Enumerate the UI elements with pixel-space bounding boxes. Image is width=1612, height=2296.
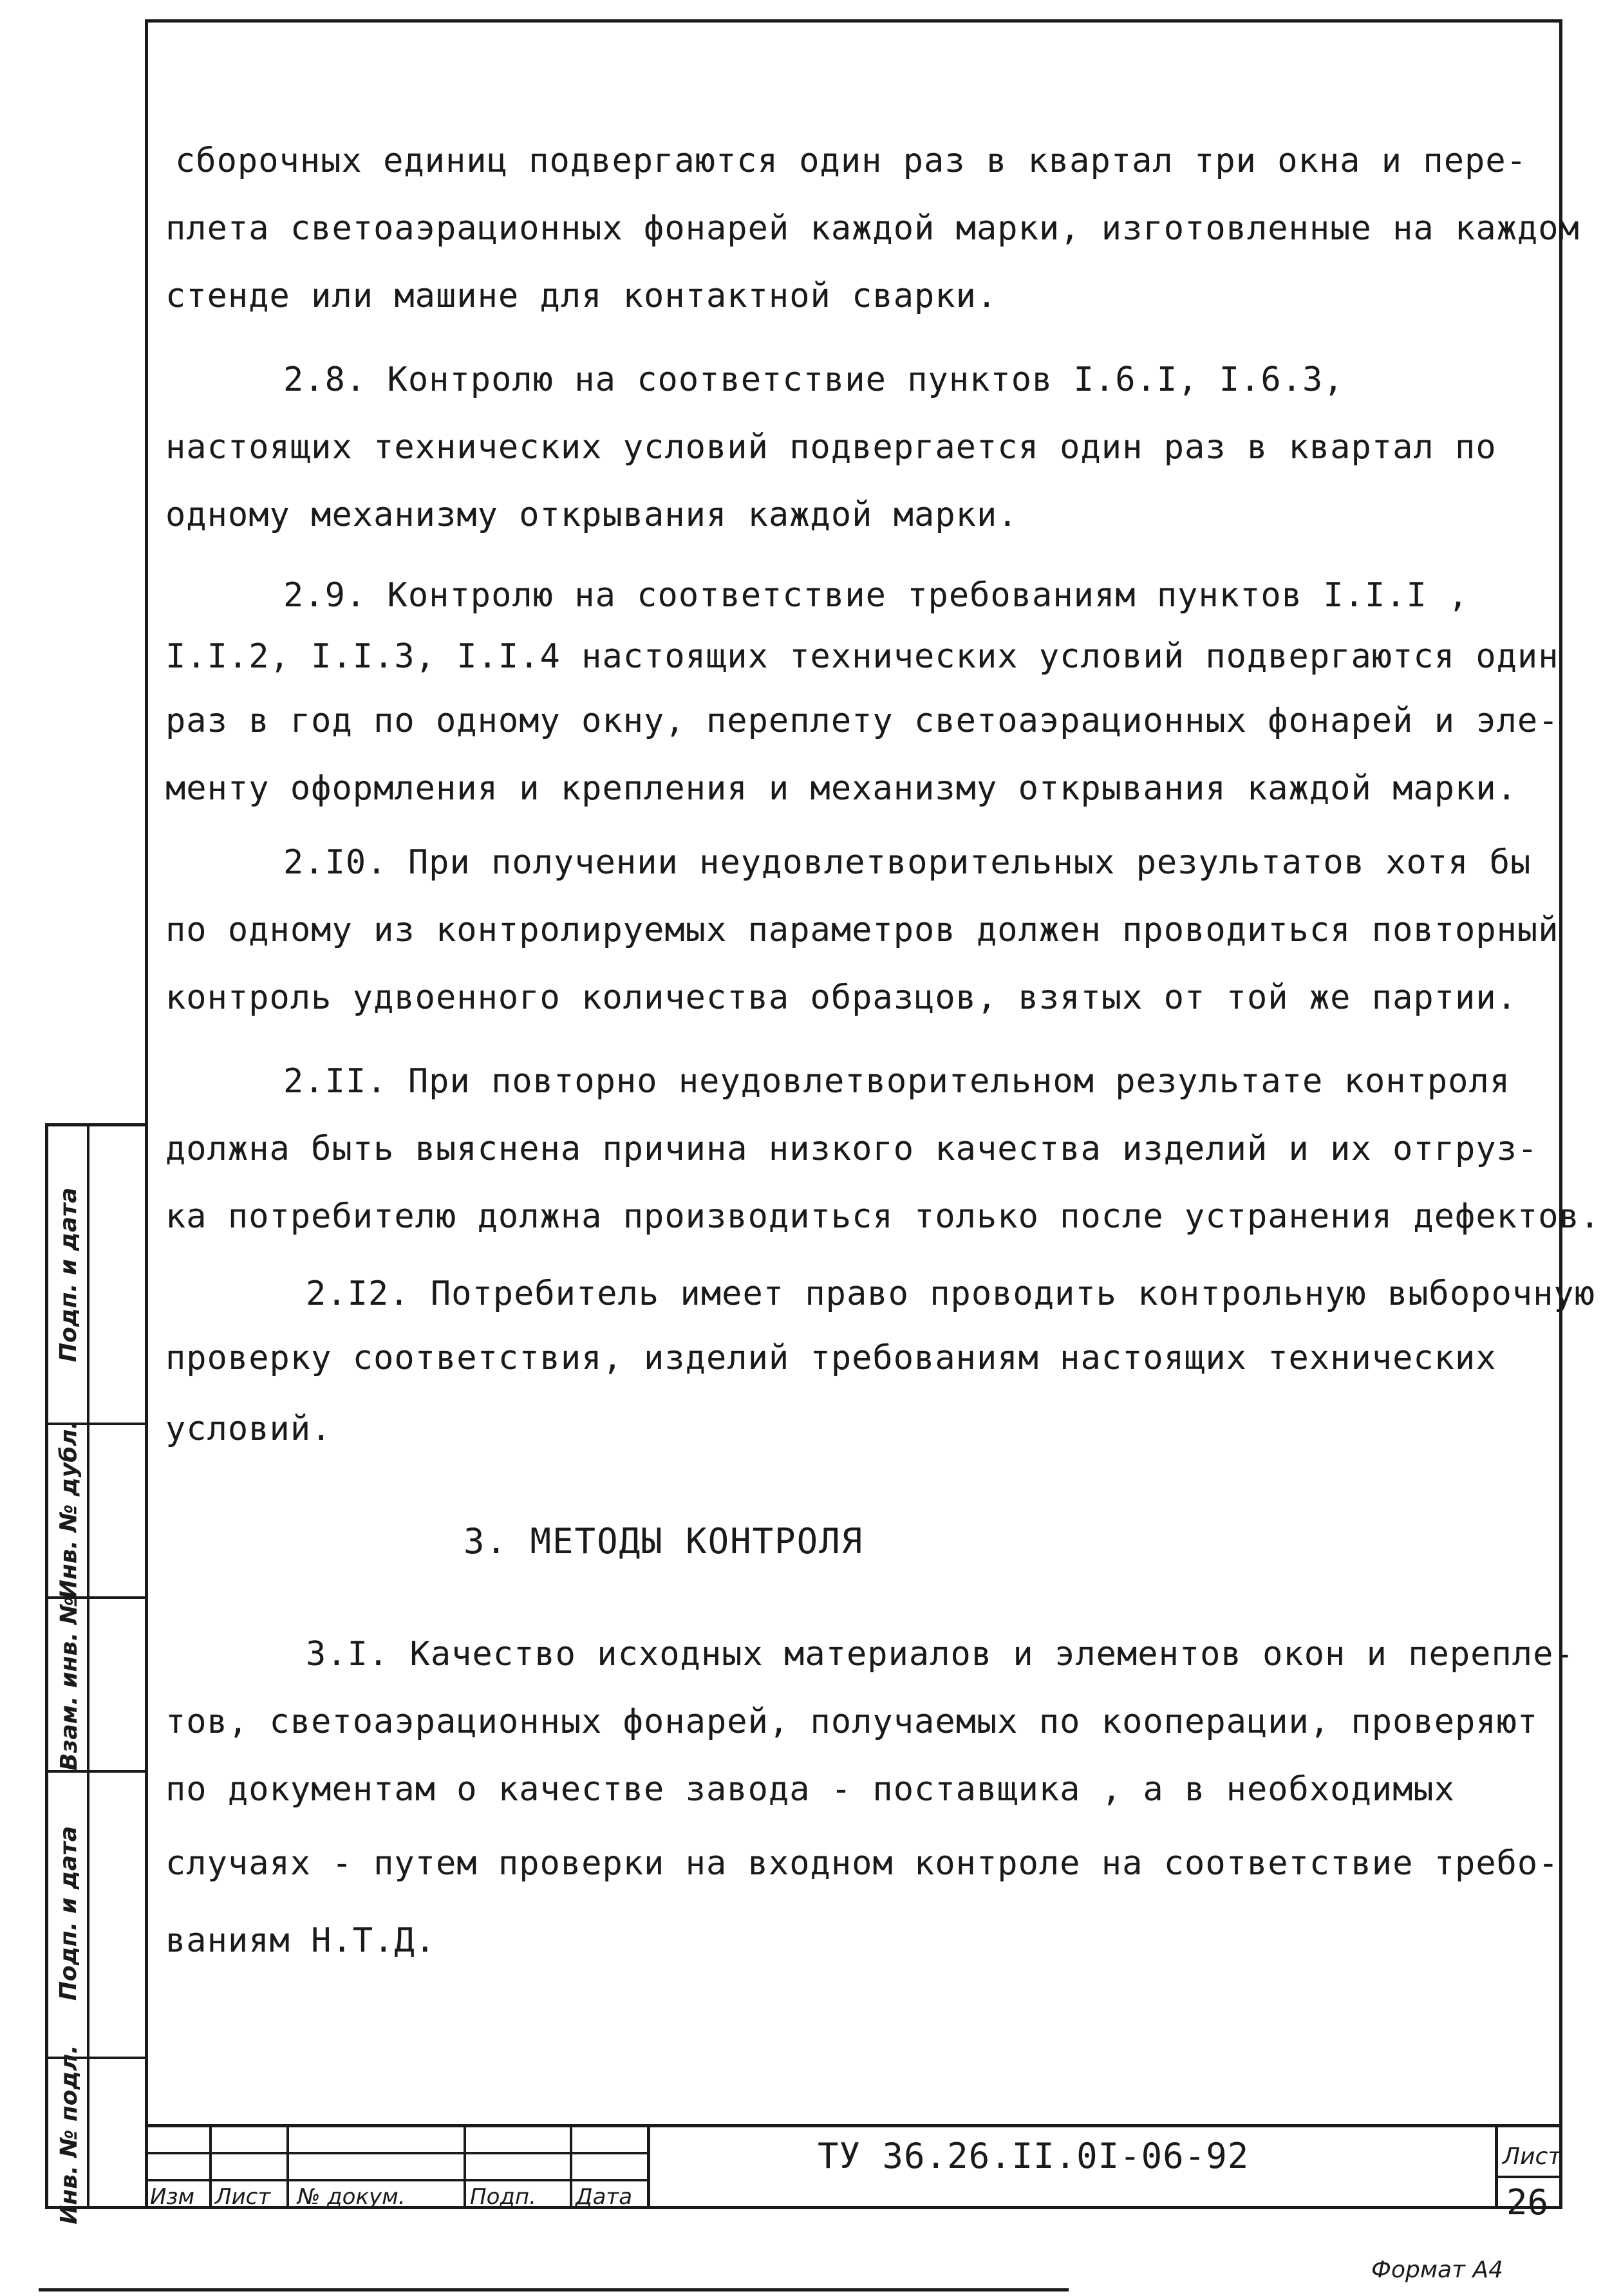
title-block-rule [1495,2176,1562,2178]
body-line: менту оформления и крепления и механизму открывания каждой марки. [165,769,1517,808]
title-block-rule [145,2124,1562,2127]
section-heading: 3. МЕТОДЫ КОНТРОЛЯ [464,1521,864,1562]
side-label: Подп. и дата [55,1825,82,2001]
title-block-rule [464,2124,466,2209]
body-line: проверку соответствия, изделий требованиям настоящих технических [165,1339,1497,1377]
body-line: контроль удвоенного количества образцов, взятых от той же партии. [165,978,1517,1017]
body-line: условий. [165,1410,332,1448]
body-line: сборочных единиц подвергаются один раз в квартал три окна и пере- [175,142,1527,180]
title-block-rule [570,2124,572,2209]
side-label: Инв. № подл. [55,2044,82,2225]
body-line: 2.I2. Потребитель имеет право проводить контрольную выборочную [306,1274,1596,1313]
body-line: раз в год по одному окну, переплету светоаэрационных фонарей и эле- [165,702,1559,740]
title-block-rule [209,2124,212,2209]
section-line: по документам о качестве завода - поставщика , а в необходимых [165,1770,1456,1809]
document-code: ТУ 36.26.II.0I-06-92 [818,2136,1250,2176]
body-line: 2.9. Контролю на соответствие требованиям пунктов I.I.I , [283,576,1469,615]
body-line: плета светоаэрационных фонарей каждой марки, изготовленные на каждом [165,209,1580,248]
side-label: Взам. инв. № [55,1596,82,1771]
body-line: одному механизму открывания каждой марки. [165,496,1018,534]
title-block-rule [1495,2124,1498,2209]
body-line: 2.I0. При получении неудовлетворительных результатов хотя бы [283,843,1532,882]
body-line: 2.8. Контролю на соответствие пунктов I.6.I, I.6.3, [283,360,1344,399]
section-line: ваниям Н.Т.Д. [165,1921,436,1960]
section-line: случаях - путем проверки на входном контроле на соответствие требо- [165,1844,1559,1883]
section-line: тов, светоаэрационных фонарей, получаемых по кооперации, проверяют [165,1703,1539,1741]
body-line: по одному из контролируемых параметров должен проводиться повторный [165,911,1559,949]
col-label-signature: Подп. [470,2184,536,2210]
side-label: Инв. № дубл. [55,1420,82,1599]
sheet-number: 26 [1506,2182,1549,2223]
sheet-label: Лист [1503,2143,1562,2170]
section-line: 3.I. Качество исходных материалов и элементов окон и перепле- [306,1635,1575,1674]
body-line: I.I.2, I.I.3, I.I.4 настоящих технических условий подвергаются один [165,637,1559,676]
col-label-date: Дата [576,2184,633,2210]
body-line: настоящих технических условий подвергается один раз в квартал по [165,428,1497,467]
title-block-rule [286,2124,289,2209]
body-line: 2.II. При повторно неудовлетворительном результате контроля [283,1062,1511,1101]
format-label: Формат А4 [1371,2257,1504,2283]
side-signature-column [45,1123,145,2225]
body-line: ка потребителю должна производиться только после устранения дефектов. [165,1197,1601,1236]
col-label-document: № докум. [297,2184,406,2210]
col-label-change: Изм [150,2184,195,2210]
side-label: Подп. и дата [55,1187,82,1362]
title-block-rule [647,2124,650,2209]
bottom-rule [39,2288,1069,2291]
side-column-divider [87,1126,89,2206]
body-line: стенде или машине для контактной сварки. [165,277,998,315]
body-line: должна быть выяснена причина низкого качества изделий и их отгруз- [165,1130,1539,1168]
col-label-sheet: Лист [215,2184,271,2210]
